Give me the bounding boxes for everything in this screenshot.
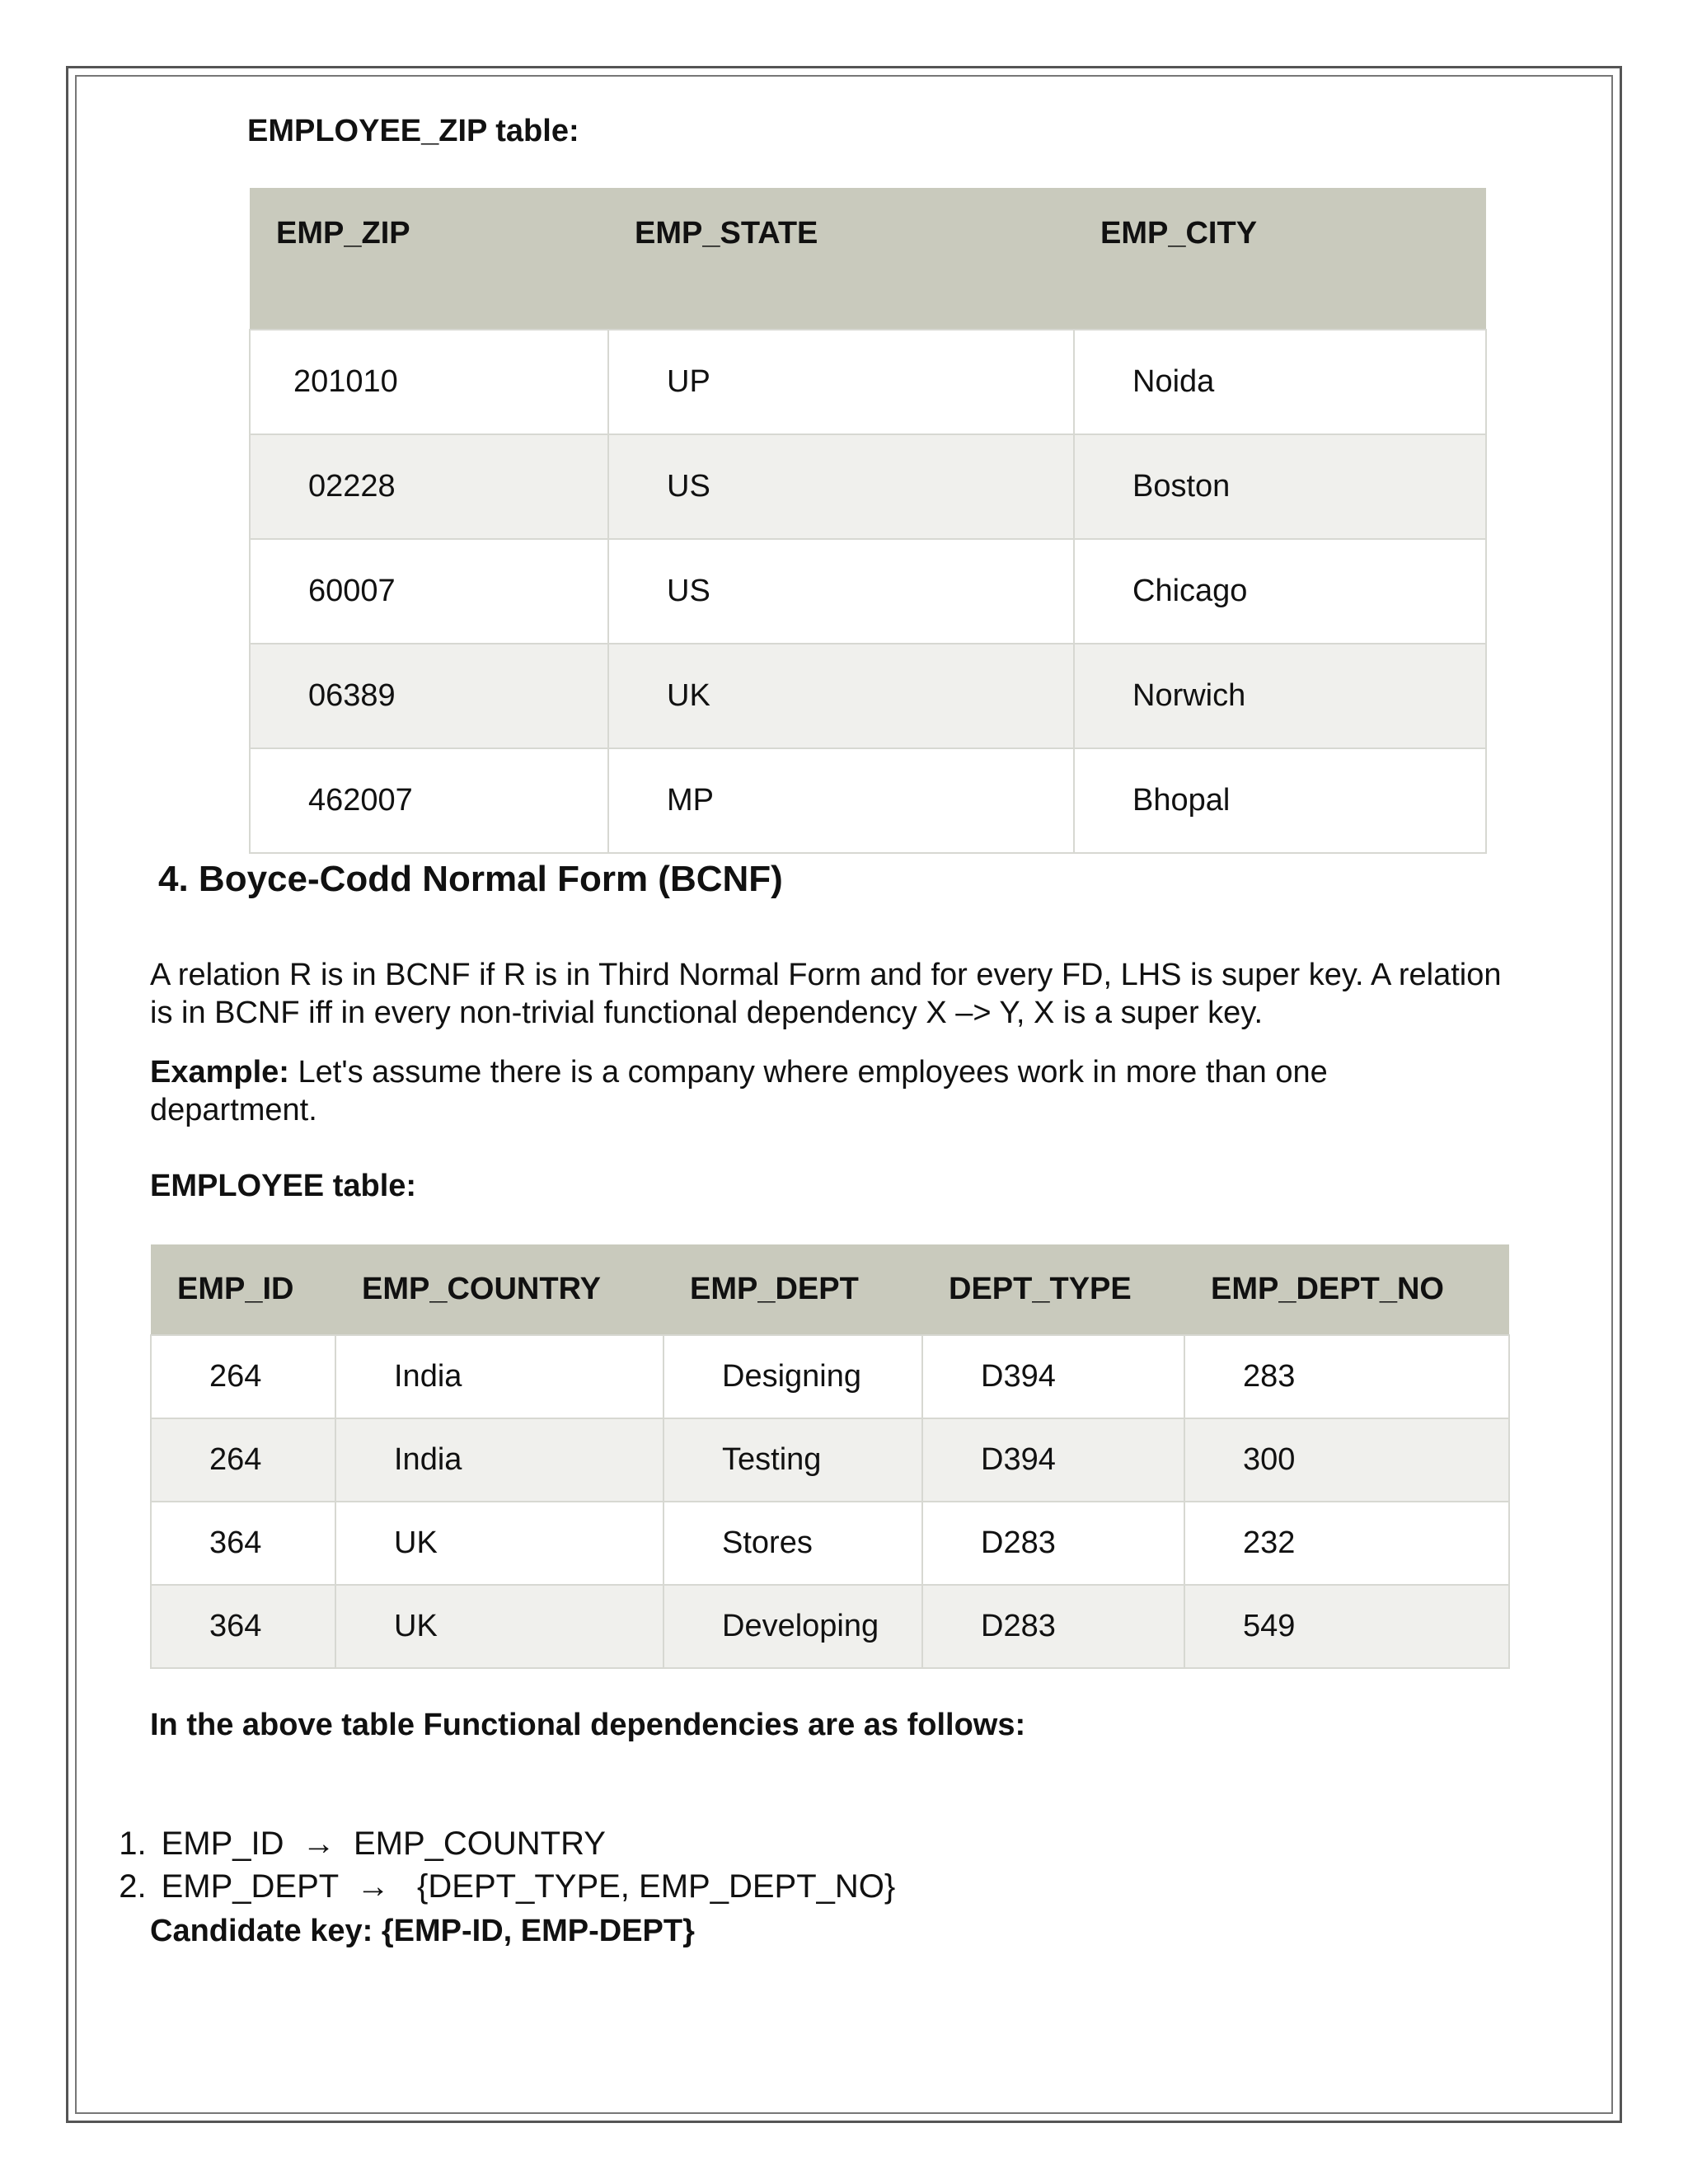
emp-header-emp-id: EMP_ID xyxy=(151,1244,335,1335)
employee-table xyxy=(150,1244,1510,1669)
table-row xyxy=(250,644,1486,748)
example-label: Example: xyxy=(150,1055,289,1090)
bcnf-definition: A relation R is in BCNF if R is in Third Normal Form and for every FD, LHS is super key. A relation is in BCNF iff in every non-trivial functional dependency X –> Y, X is a super key. xyxy=(150,958,1502,1030)
table-cell: 232 xyxy=(1184,1502,1509,1585)
table-cell: Norwich xyxy=(1074,644,1486,748)
table-cell: 364 xyxy=(151,1585,335,1668)
dependency-text: EMP_DEPT → {DEPT_TYPE, EMP_DEPT_NO} xyxy=(161,1868,896,1905)
table-cell: India xyxy=(335,1418,663,1502)
zip-table xyxy=(249,188,1487,854)
table-cell: India xyxy=(335,1335,663,1418)
dependency-number: 2. xyxy=(119,1868,147,1905)
table-cell: 264 xyxy=(151,1335,335,1418)
table-row xyxy=(250,434,1486,539)
emp-header-dept-type: DEPT_TYPE xyxy=(922,1244,1184,1335)
emp-header-emp-country: EMP_COUNTRY xyxy=(335,1244,663,1335)
table-cell: Stores xyxy=(663,1502,922,1585)
section-heading: 4. Boyce-Codd Normal Form (BCNF) xyxy=(158,859,783,899)
table-cell: UK xyxy=(335,1502,663,1585)
employee-table-header-row xyxy=(151,1244,1509,1335)
table-cell: D283 xyxy=(922,1502,1184,1585)
employee-table-caption: EMPLOYEE table: xyxy=(150,1169,417,1203)
emp-header-emp-dept: EMP_DEPT xyxy=(663,1244,922,1335)
zip-table-caption: EMPLOYEE_ZIP table: xyxy=(247,114,579,148)
table-row xyxy=(151,1502,1509,1585)
zip-table-header-row xyxy=(250,188,1486,330)
table-cell: 264 xyxy=(151,1418,335,1502)
table-cell: Bhopal xyxy=(1074,748,1486,853)
table-cell: US xyxy=(608,539,1074,644)
dependency-text: EMP_ID → EMP_COUNTRY xyxy=(161,1825,606,1862)
table-cell: 201010 xyxy=(250,330,608,434)
table-cell: UK xyxy=(335,1585,663,1668)
table-cell: 06389 xyxy=(250,644,608,748)
dependencies-intro: In the above table Functional dependencies are as follows: xyxy=(150,1708,1026,1742)
table-cell: D394 xyxy=(922,1335,1184,1418)
table-row xyxy=(151,1418,1509,1502)
table-cell: 300 xyxy=(1184,1418,1509,1502)
example-text: Let's assume there is a company where employees work in more than one department. xyxy=(150,1055,1328,1127)
table-cell: Testing xyxy=(663,1418,922,1502)
table-cell: US xyxy=(608,434,1074,539)
candidate-key: Candidate key: {EMP-ID, EMP-DEPT} xyxy=(150,1914,695,1948)
table-cell: D283 xyxy=(922,1585,1184,1668)
table-cell: Boston xyxy=(1074,434,1486,539)
table-cell: MP xyxy=(608,748,1074,853)
table-row xyxy=(151,1585,1509,1668)
table-row xyxy=(250,748,1486,853)
table-cell: 364 xyxy=(151,1502,335,1585)
example-paragraph xyxy=(150,1053,1502,1129)
table-cell: Chicago xyxy=(1074,539,1486,644)
table-cell: UK xyxy=(608,644,1074,748)
zip-header-emp-zip: EMP_ZIP xyxy=(250,188,608,330)
zip-header-emp-state: EMP_STATE xyxy=(608,188,1074,330)
table-cell: 549 xyxy=(1184,1585,1509,1668)
table-cell: 283 xyxy=(1184,1335,1509,1418)
table-cell: Developing xyxy=(663,1585,922,1668)
table-row xyxy=(151,1335,1509,1418)
table-cell: Designing xyxy=(663,1335,922,1418)
table-cell: 60007 xyxy=(250,539,608,644)
zip-header-emp-city: EMP_CITY xyxy=(1074,188,1486,330)
table-cell: 02228 xyxy=(250,434,608,539)
table-cell: Noida xyxy=(1074,330,1486,434)
emp-header-emp-dept-no: EMP_DEPT_NO xyxy=(1184,1244,1509,1335)
table-row xyxy=(250,330,1486,434)
table-cell: 462007 xyxy=(250,748,608,853)
table-cell: UP xyxy=(608,330,1074,434)
table-cell: D394 xyxy=(922,1418,1184,1502)
table-row xyxy=(250,539,1486,644)
dependency-number: 1. xyxy=(119,1825,147,1862)
dependency-item-2 xyxy=(101,1831,895,1905)
